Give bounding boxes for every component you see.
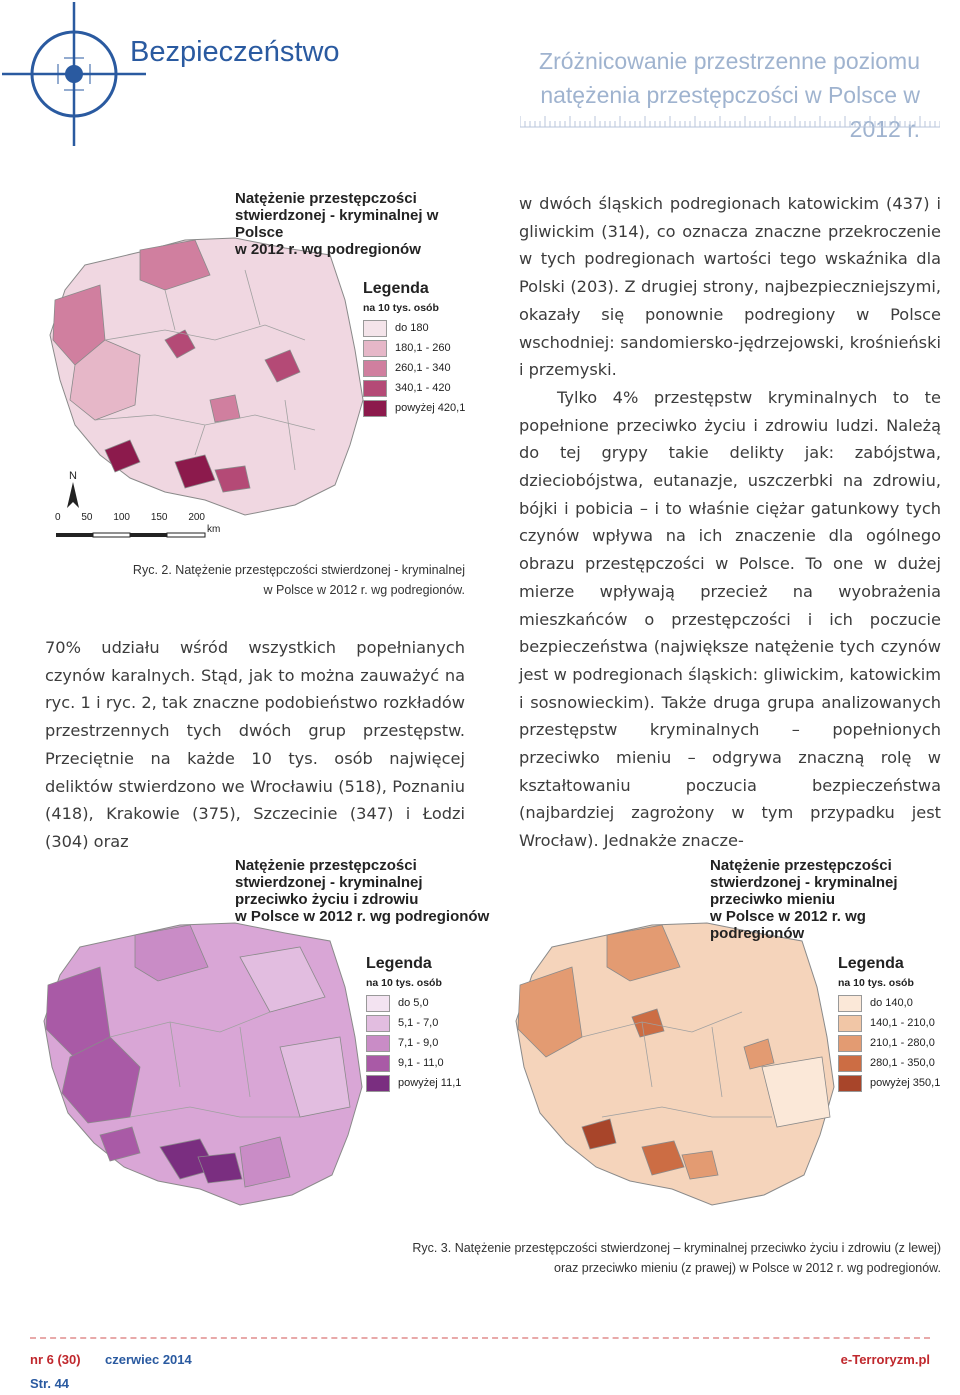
crosshair-logo bbox=[0, 0, 150, 150]
north-arrow-icon bbox=[66, 482, 80, 508]
legend-label: do 5,0 bbox=[398, 997, 429, 1009]
map-poland-property bbox=[512, 917, 852, 1217]
legend-label: powyżej 11,1 bbox=[398, 1077, 462, 1089]
legend-title: Legenda bbox=[366, 955, 432, 972]
figure-caption-1 bbox=[80, 560, 465, 600]
legend-title: Legenda bbox=[363, 280, 429, 297]
legend-item bbox=[363, 358, 465, 378]
footer-issue: nr 6 (30) bbox=[30, 1352, 81, 1367]
map3-title-line: w Polsce w 2012 r. wg podregionów bbox=[710, 908, 866, 942]
map2-title-line: Natężenie przestępczości bbox=[235, 857, 417, 874]
legend-swatch bbox=[838, 1015, 862, 1032]
caption-line: oraz przeciwko mieniu (z prawej) w Polsce w 2012 r. wg podregionów. bbox=[554, 1261, 941, 1275]
page-title-line1: Zróżnicowanie przestrzenne poziomu bbox=[539, 48, 920, 74]
legend-item bbox=[363, 318, 465, 338]
legend-swatch bbox=[838, 995, 862, 1012]
legend-subtitle: na 10 tys. osób bbox=[366, 977, 442, 989]
figure-map-1 bbox=[45, 190, 485, 550]
legend-item bbox=[838, 1053, 940, 1073]
scale-tick: 50 bbox=[81, 512, 93, 523]
map2-legend bbox=[366, 955, 461, 1093]
figure-caption-3 bbox=[300, 1238, 941, 1278]
legend-swatch bbox=[838, 1035, 862, 1052]
footer-page-number: Str. 44 bbox=[30, 1376, 70, 1391]
caption-line: w Polsce w 2012 r. wg podregionów. bbox=[263, 583, 465, 597]
scale-tick: 150 bbox=[150, 512, 168, 523]
legend-swatch bbox=[363, 380, 387, 397]
decorative-ruler bbox=[520, 114, 940, 128]
legend-swatch bbox=[366, 1035, 390, 1052]
legend-swatch bbox=[838, 1075, 862, 1092]
paragraph: 70% udziału wśród wszystkich popełnianych czynów karalnych. Stąd, jak to można zauważyć na ryc. 1 i ryc. 2, tak znaczne podobieństwo rozkładów przestrzennych tych dwóch grup przestępstw. Przeciętnie na każde 10 tys. osób najwięcej deliktów stwierdzono we Wrocławiu (518), Poznaniu (418), Krakowie (375), Szczecinie (347) i Łodzi (304) oraz bbox=[45, 638, 465, 851]
legend-swatch bbox=[366, 1015, 390, 1032]
legend-swatch bbox=[366, 995, 390, 1012]
legend-swatch bbox=[366, 1055, 390, 1072]
paragraph: w dwóch śląskich podregionach katowickim (437) i gliwickim (314), co oznacza znaczne przekroczenie w tych podregionach wartości tego wskaźnika dla Polski (203). Z drugiej strony, najbezpieczniejszymi, okazały się ponownie podregiony w Polsce wschodniej: sandomiersko-jędrzejowski, krośnieński i przemyski. bbox=[519, 194, 941, 380]
legend-label: 9,1 - 11,0 bbox=[398, 1057, 444, 1069]
scale-tick: 0 bbox=[55, 512, 61, 523]
map2-title-line: w Polsce w 2012 r. wg podregionów bbox=[235, 908, 490, 925]
legend-subtitle: na 10 tys. osób bbox=[363, 302, 439, 314]
legend-label: do 180 bbox=[395, 322, 429, 334]
legend-label: 260,1 - 340 bbox=[395, 362, 451, 374]
footer-site-link[interactable]: e-Terroryzm.pl bbox=[840, 1352, 930, 1367]
legend-item bbox=[838, 1073, 940, 1093]
map-poland-life-health bbox=[40, 917, 380, 1217]
footer-date: czerwiec 2014 bbox=[105, 1352, 192, 1367]
legend-swatch bbox=[363, 360, 387, 377]
legend-label: 280,1 - 350,0 bbox=[870, 1057, 935, 1069]
map1-title bbox=[235, 190, 485, 258]
legend-item bbox=[366, 1053, 461, 1073]
map2-title-line: przeciwko życiu i zdrowiu bbox=[235, 891, 419, 908]
map1-title-line: w 2012 r. wg podregionów bbox=[235, 241, 421, 258]
scale-tick: 100 bbox=[113, 512, 130, 523]
section-brand: Bezpieczeństwo bbox=[130, 36, 340, 68]
left-column bbox=[45, 634, 465, 856]
map3-title-line: przeciwko mieniu bbox=[710, 891, 836, 908]
map-poland-total bbox=[45, 230, 375, 530]
legend-swatch bbox=[363, 320, 387, 337]
legend-item bbox=[363, 378, 465, 398]
legend-swatch bbox=[366, 1075, 390, 1092]
north-label: N bbox=[69, 470, 77, 482]
legend-label: 140,1 - 210,0 bbox=[870, 1017, 935, 1029]
right-column bbox=[519, 190, 941, 855]
map3-legend bbox=[838, 955, 940, 1093]
figure-map-3 bbox=[512, 857, 960, 1227]
north-arrow bbox=[63, 470, 83, 512]
legend-item bbox=[838, 1033, 940, 1053]
legend-item bbox=[366, 1073, 461, 1093]
legend-item bbox=[363, 338, 465, 358]
legend-label: 7,1 - 9,0 bbox=[398, 1037, 439, 1049]
scale-tick: 200 bbox=[188, 512, 205, 523]
figure-map-2 bbox=[40, 857, 490, 1227]
footer-divider bbox=[30, 1337, 930, 1339]
legend-item bbox=[838, 993, 940, 1013]
legend-label: 210,1 - 280,0 bbox=[870, 1037, 935, 1049]
page-title-line2: natężenia przestępczości w Polsce w 2012 r. bbox=[540, 82, 920, 142]
map2-title-line: stwierdzonej - kryminalnej bbox=[235, 874, 423, 891]
caption-line: Ryc. 3. Natężenie przestępczości stwierdzonej – kryminalnej przeciwko życiu i zdrowiu (z lewej) bbox=[412, 1241, 941, 1255]
legend-item bbox=[838, 1013, 940, 1033]
caption-line: Ryc. 2. Natężenie przestępczości stwierdzonej - kryminalnej bbox=[132, 563, 465, 577]
map1-legend bbox=[363, 280, 465, 418]
legend-label: 180,1 - 260 bbox=[395, 342, 451, 354]
legend-title: Legenda bbox=[838, 955, 904, 972]
map3-title-line: Natężenie przestępczości bbox=[710, 857, 892, 874]
map2-title bbox=[235, 857, 489, 925]
map1-title-line: stwierdzonej - kryminalnej w Polsce bbox=[235, 207, 439, 241]
legend-item bbox=[363, 398, 465, 418]
legend-label: 5,1 - 7,0 bbox=[398, 1017, 439, 1029]
page-title bbox=[500, 44, 920, 146]
legend-swatch bbox=[363, 400, 387, 417]
paragraph: Tylko 4% przestępstw kryminalnych to te popełnione przeciwko życiu i zdrowiu ludzi. Należą do tej grypy takie delikty jak: zabójstwa, dzieciobójstwa, eutanazje, uszczerbki na zdrowiu, bójki i pobicia – i to właśnie ciężar gatunkowy tych czynów wpływa na ich znaczenie dla ogólnego obrazu przestępczości w Polsce. To one w dużej mierze wpływają przecież na wyobrażenia mieszkańców o przestępczości i ich poczucie bezpieczeństwa (największe natężenie tych czynów jest w podregionach śląskich: gliwickim, katowickim i sosnowieckim). Także druga grupa analizowanych przestępstw kryminalnych – popełnionych przeciwko mieniu – odgrywa znaczną rolę w kształtowaniu poczucia bezpieczeństwa (najbardziej zagrożony w tym przypadku jest Wrocław). Jednakże znacze- bbox=[519, 387, 941, 851]
legend-label: do 140,0 bbox=[870, 997, 913, 1009]
legend-item bbox=[366, 993, 461, 1013]
scale-bar bbox=[55, 512, 225, 542]
scale-unit: km bbox=[207, 524, 221, 535]
scale-bar-graphic bbox=[55, 532, 207, 538]
legend-label: powyżej 350,1 bbox=[870, 1077, 941, 1089]
legend-item bbox=[366, 1013, 461, 1033]
legend-swatch bbox=[838, 1055, 862, 1072]
legend-swatch bbox=[363, 340, 387, 357]
map3-title-line: stwierdzonej - kryminalnej bbox=[710, 874, 898, 891]
map3-title bbox=[710, 857, 960, 942]
legend-label: 340,1 - 420 bbox=[395, 382, 451, 394]
map1-title-line: Natężenie przestępczości bbox=[235, 190, 417, 207]
legend-subtitle: na 10 tys. osób bbox=[838, 977, 914, 989]
legend-item bbox=[366, 1033, 461, 1053]
legend-label: powyżej 420,1 bbox=[395, 402, 466, 414]
